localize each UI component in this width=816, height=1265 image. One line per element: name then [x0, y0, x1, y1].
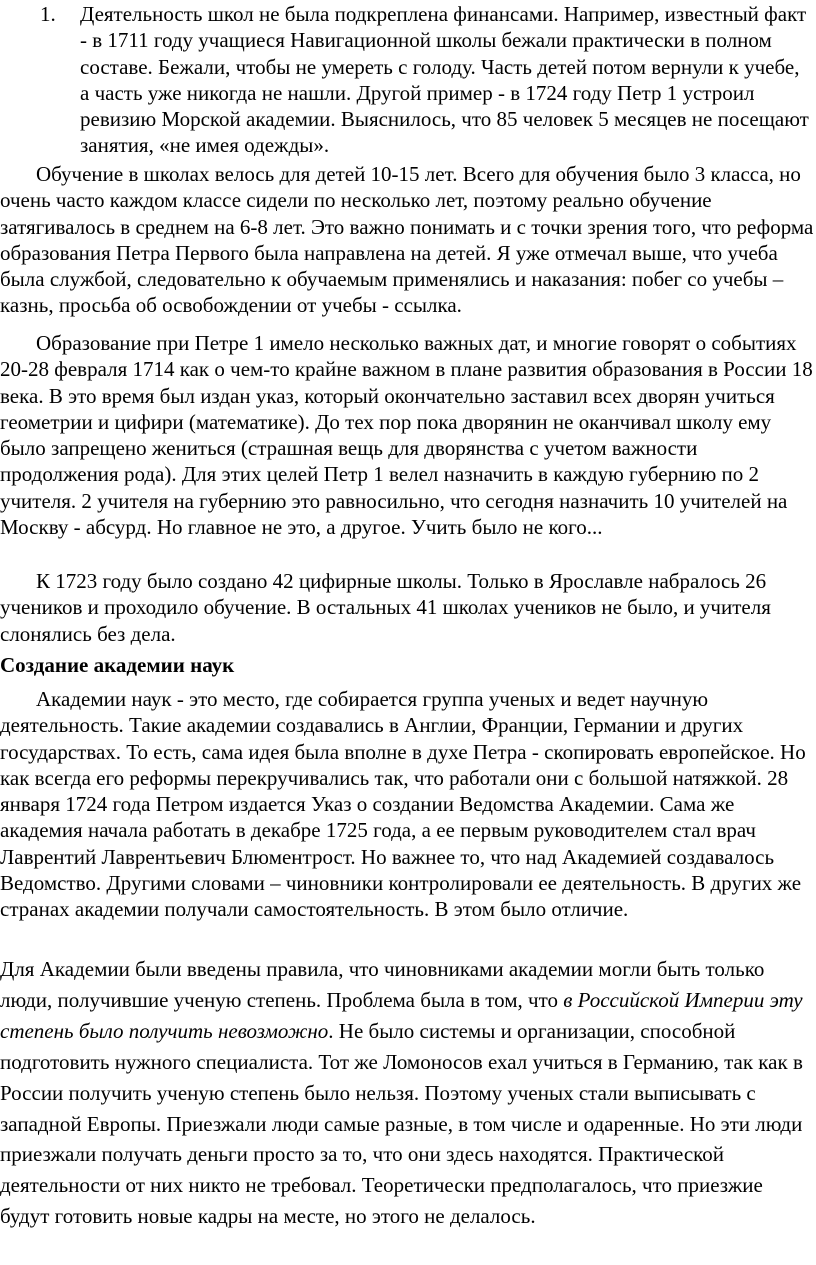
paragraph-education-dates: Образование при Петре 1 имело несколько важных дат, и многие говорят о событиях 20-28 февраля 1714 как о чем-то крайне важном в плане развития образования в России 18 века. В это время был издан указ, который окончательно заставил всех дворян учиться геометрии и цифири (математике). До тех пор пока дворянин не оканчивал школу ему было запрещено жениться (страшная вещь для дворянства с учетом важности продолжения рода). Для этих целей Петр 1 велел назначить в каждую губернию по 2 учителя. 2 учителя на губернию это равносильно, что сегодня назначить 10 учителей на Москву - абсурд. Но главное не это, а другое. Учить было не кого...: [0, 331, 813, 540]
rules-text-italic: в Российской Империи эту степень было получить невозможно: [0, 987, 803, 1043]
list-item-text: Деятельность школ не была подкреплена финансами. Например, известный факт - в 1711 году учащиеся Навигационной школы бежали практически в полном составе. Бежали, чтобы не умереть с голоду. Часть детей потом вернули к учебе, а часть уже никогда не нашли. Другой пример - в 1724 году Петр 1 устроил ревизию Морской академии. Выяснилось, что 85 человек 5 месяцев не посещают занятия, «не имея одежды».: [80, 2, 809, 158]
list-number: 1.: [40, 2, 56, 26]
paragraph-academy-rules: [0, 954, 816, 1232]
section-heading: Создание академии наук: [0, 653, 235, 677]
list-item: [40, 0, 810, 159]
rules-text-before: Для Академии были введены правила, что чиновниками академии могли быть только люди, получившие ученую степень. Проблема была в том, что: [0, 957, 765, 1012]
paragraph-education-age: Обучение в школах велось для детей 10-15 лет. Всего для обучения было 3 класса, но очень часто каждом классе сидели по несколько лет, поэтому реально обучение затягивалось в среднем на 6-8 лет. Это важно понимать и с точки зрения того, что реформа образования Петра Первого была направлена на детей. Я уже отмечал выше, что учеба была службой, следовательно к обучаемым применялись и наказания: побег со учебы – казнь, просьба об освобождении от учебы - ссылка.: [0, 162, 814, 318]
paragraph-cipher-schools: К 1723 году было создано 42 цифирные школы. Только в Ярославле набралось 26 учеников и проходило обучение. В остальных 41 школах учеников не было, и учителя слонялись без дела.: [0, 569, 771, 646]
rules-text-after: . Не было системы и организации, способной подготовить нужного специалиста. Тот же Ломоносов ехал учиться в Германию, так как в России получить ученую степень было нельзя. Поэтому ученых стали выписывать с западной Европы. Приезжали люди самые разные, в том числе и одаренные. Но эти люди приезжали получать деньги просто за то, что они здесь находятся. Практической деятельности от них никто не требовал. Теоретически предполагалось, что приезжие будут готовить новые кадры на месте, но этого не делалось.: [0, 1018, 803, 1229]
numbered-list: [40, 0, 810, 159]
paragraph-academy: Академии наук - это место, где собирается группа ученых и ведет научную деятельность. Такие академии создавались в Англии, Франции, Германии и других государствах. То есть, сама идея была вполне в духе Петра - скопировать европейское. Но как всегда его реформы перекручивались так, что работали они с большой натяжкой. 28 января 1724 года Петром издается Указ о создании Ведомства Академии. Сама же академия начала работать в декабре 1725 года, а ее первым руководителем стал врач Лаврентий Лаврентьевич Блюментрост. Но важнее то, что над Академией создавалось Ведомство. Другими словами – чиновники контролировали ее деятельность. В других же странах академии получали самостоятельность. В этом было отличие.: [0, 687, 806, 922]
